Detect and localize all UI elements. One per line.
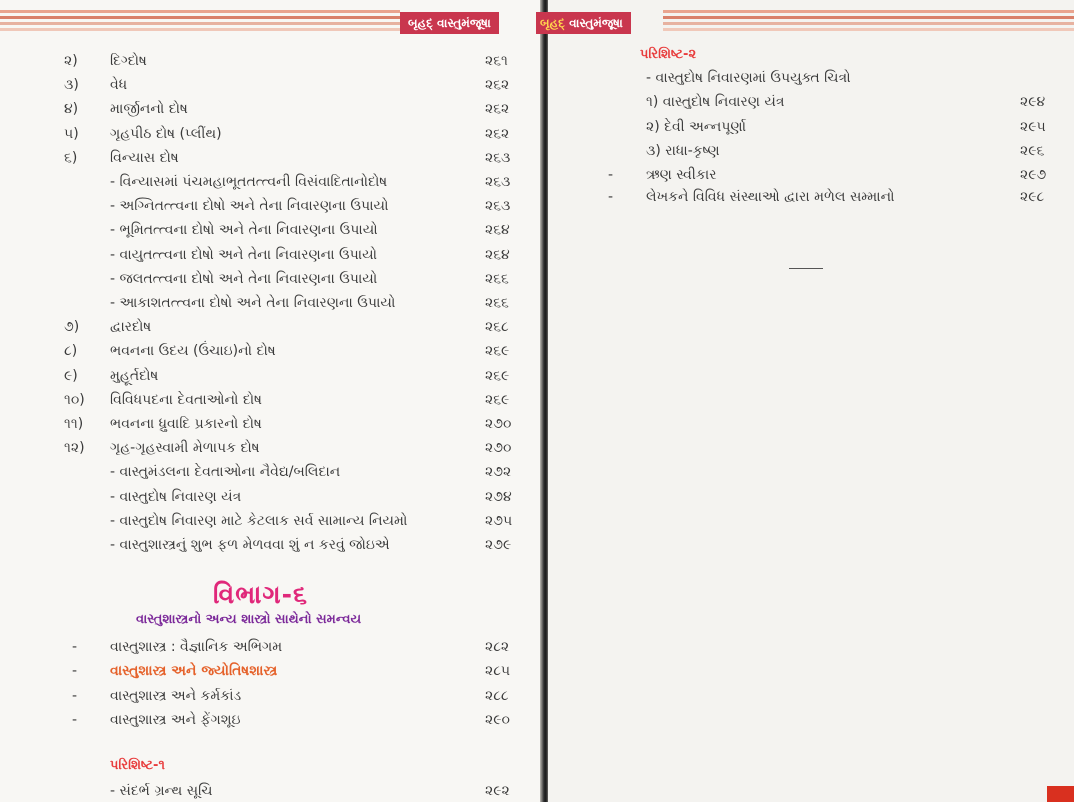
toc-page: ૨૭૦: [485, 416, 512, 432]
toc-row: [0, 123, 540, 145]
left-header-title: બૃહદ્ વાસ્તુમંજૂષા: [408, 16, 491, 30]
toc-text: ભવનના ધ્રુવાદિ પ્રકારનો દોષ: [110, 416, 262, 432]
toc-text: - વાયુતત્ત્વના દોષો અને તેના નિવારણના ઉપાયો: [110, 246, 378, 263]
toc-number: ૧૧): [64, 416, 84, 432]
toc-row: [0, 685, 540, 707]
toc-page: ૨૭૦: [485, 440, 512, 457]
toc-page: ૨૬૬: [485, 295, 509, 311]
toc-row: [548, 116, 1074, 138]
toc-page: ૨૯૦: [485, 711, 510, 728]
toc-text: ગૃહ-ગૃહસ્વામી મેળાપક દોષ: [110, 440, 260, 457]
left-header-stripes: [0, 10, 400, 36]
toc-number: ૮): [64, 343, 78, 360]
toc-dash: -: [72, 687, 78, 704]
toc-text: દ્વારદોષ: [110, 319, 152, 336]
toc-number: ૩): [64, 77, 79, 94]
toc-text: ઋણ સ્વીકાર: [646, 167, 717, 183]
toc-number: ૧૦): [64, 391, 85, 408]
toc-dash: -: [72, 639, 78, 655]
toc-page: ૨૬૨: [485, 125, 510, 142]
toc-text: - વાસ્તુદોષ નિવારણ યંત્ર: [110, 488, 242, 505]
toc-row: [0, 219, 540, 241]
toc-page: ૨૭૨: [485, 464, 512, 481]
toc-text: - વાસ્તુમંડલના દેવતાઓના નૈવેદ્ય/બલિદાન: [110, 464, 341, 481]
toc-page: ૨૬૧: [485, 53, 508, 69]
toc-text: ૧) વાસ્તુદોષ નિવારણ યંત્ર: [646, 94, 785, 110]
toc-dash: -: [72, 711, 78, 728]
appendix1-title: પરિશિષ્ટ-૧: [110, 758, 165, 773]
toc-row: [548, 67, 1074, 89]
toc-page: ૨૯૮: [1020, 189, 1045, 205]
toc-number: ૪): [64, 101, 79, 118]
toc-text: વેધ: [110, 77, 128, 94]
toc-number: ૯): [64, 367, 78, 384]
toc-text: લેખકને વિવિધ સંસ્થાઓ દ્વારા મળેલ સમ્માનો: [646, 189, 895, 205]
toc-row: [0, 365, 540, 387]
toc-page: ૨૮૫: [485, 663, 511, 680]
toc-page: ૨૮૨: [485, 639, 510, 655]
toc-number: ૬): [64, 149, 78, 166]
toc-text: વિન્યાસ દોષ: [110, 149, 179, 166]
toc-text: દિગ્દોષ: [110, 53, 147, 69]
toc-row: [0, 147, 540, 169]
toc-page: ૨૮૮: [485, 687, 509, 704]
toc-text: ભવનના ઉદય (ઉંચાઇ)નો દોષ: [110, 343, 276, 360]
toc-text: વિવિધપદના દેવતાઓનો દોષ: [110, 391, 262, 408]
end-rule: [789, 268, 823, 269]
toc-page: ૨૬૯: [485, 391, 510, 408]
toc-text: વાસ્તુશાસ્ત્ર અને જ્યોતિષશાસ્ત્ર: [110, 663, 278, 680]
toc-text: વાસ્તુશાસ્ત્ર અને કર્મકાંડ: [110, 687, 242, 704]
toc-page: ૨૬૪: [485, 246, 510, 263]
toc-row: [0, 437, 540, 459]
toc-dash: -: [608, 167, 614, 183]
toc-row: [0, 389, 540, 411]
toc-dash: -: [72, 663, 78, 680]
toc-row: [0, 195, 540, 217]
toc-page: ૨૬૮: [485, 319, 509, 336]
toc-text: - વાસ્તુદોષ નિવારણમાં ઉપયુક્ત ચિત્રો: [646, 70, 851, 86]
toc-row: [548, 164, 1074, 186]
toc-dash: -: [608, 189, 614, 205]
toc-row: [0, 244, 540, 266]
toc-page: ૨૬૪: [485, 222, 510, 239]
toc-row: [0, 316, 540, 338]
toc-row: [0, 461, 540, 483]
right-header-prefix: બૃહદ્: [540, 16, 565, 30]
toc-number: ૧૨): [64, 440, 85, 457]
toc-row: [0, 171, 540, 193]
toc-text: ૩) રાધા-કૃષ્ણ: [646, 143, 720, 159]
toc-text: - ભૂમિતત્ત્વના દોષો અને તેના નિવારણના ઉપાયો: [110, 222, 378, 239]
toc-row: [0, 292, 540, 314]
toc-number: ૭): [64, 319, 80, 336]
toc-text: - વાસ્તુશાસ્ત્રનું શુભ ફળ મેળવવા શું ન કરવું જોઇએ: [110, 537, 390, 553]
page-corner-tab: [1047, 786, 1074, 802]
toc-page: ૨૬૯: [485, 343, 510, 360]
toc-page: ૨૭૪: [485, 488, 512, 505]
toc-row: [0, 660, 540, 682]
toc-row: [0, 709, 540, 731]
toc-row: [548, 186, 1074, 208]
toc-row: [0, 413, 540, 435]
toc-page: ૨૬૩: [485, 174, 511, 190]
toc-row: [0, 50, 540, 72]
toc-text: ગૃહપીઠ દોષ (પ્લીંથ): [110, 125, 222, 142]
toc-row: [0, 534, 540, 556]
toc-text: - આકાશતત્ત્વના દોષો અને તેના નિવારણના ઉપાયો: [110, 295, 396, 311]
toc-page: ૨૬૩: [485, 198, 511, 215]
toc-text: વાસ્તુશાસ્ત્ર અને ફેંગશૂઇ: [110, 711, 241, 728]
toc-text: માર્જીનનો દોષ: [110, 101, 188, 118]
toc-page: ૨૭૯: [485, 537, 512, 553]
toc-page: ૨૬૯: [485, 367, 510, 384]
toc-row: [0, 510, 540, 532]
toc-text: - સંદર્ભ ગ્રન્થ સૂચિ: [110, 783, 213, 799]
toc-page: ૨૯૬: [1020, 143, 1045, 159]
toc-text: - વિન્યાસમાં પંચમહાભૂતતત્ત્વની વિસંવાદિતાનોદોષ: [110, 174, 388, 190]
toc-number: ૫): [64, 125, 79, 142]
right-header-tab: [536, 12, 631, 34]
right-page: [540, 0, 1074, 802]
toc-row: [0, 74, 540, 96]
toc-text: - અગ્નિતત્ત્વના દોષો અને તેના નિવારણના ઉપાયો: [110, 198, 389, 215]
section-title: વિભાગ-૬: [213, 580, 308, 609]
toc-page: ૨૯૪: [1020, 94, 1046, 110]
toc-text: - વાસ્તુદોષ નિવારણ માટે કેટલાક સર્વ સામાન્ય નિયમો: [110, 512, 408, 529]
toc-text: મુહૂર્તદોષ: [110, 367, 159, 384]
toc-page: ૨૬૬: [485, 270, 509, 287]
toc-page: ૨૬૨: [485, 101, 510, 118]
appendix2-title: પરિશિષ્ટ-૨: [640, 47, 697, 62]
toc-row: [0, 486, 540, 508]
section-subtitle: વાસ્તુશાસ્ત્રનો અન્ય શાસ્ત્રો સાથેનો સમન્વય: [136, 612, 362, 627]
right-header-stripes: [663, 10, 1074, 36]
toc-row: [0, 780, 540, 802]
toc-text: - જલતત્ત્વના દોષો અને તેના નિવારણના ઉપાયો: [110, 270, 378, 287]
toc-number: ૨): [64, 53, 78, 69]
toc-row: [548, 140, 1074, 162]
toc-page: ૨૬૩: [485, 149, 511, 166]
toc-page: ૨૯૭: [1020, 167, 1047, 183]
toc-row: [548, 91, 1074, 113]
toc-row: [0, 340, 540, 362]
toc-row: [0, 98, 540, 120]
toc-page: ૨૬૨: [485, 77, 510, 94]
toc-row: [0, 268, 540, 290]
toc-text: વાસ્તુશાસ્ત્ર : વૈજ્ઞાનિક અભિગમ: [110, 639, 283, 655]
toc-text: ૨) દેવી અન્નપૂર્ણા: [646, 119, 747, 135]
toc-row: [0, 636, 540, 658]
toc-page: ૨૯૨: [485, 783, 510, 799]
toc-page: ૨૭૫: [485, 512, 513, 529]
left-header-tab: [400, 12, 499, 34]
toc-page: ૨૯૫: [1020, 119, 1046, 135]
right-header-title: વાસ્તુમંજૂષા: [569, 16, 623, 30]
